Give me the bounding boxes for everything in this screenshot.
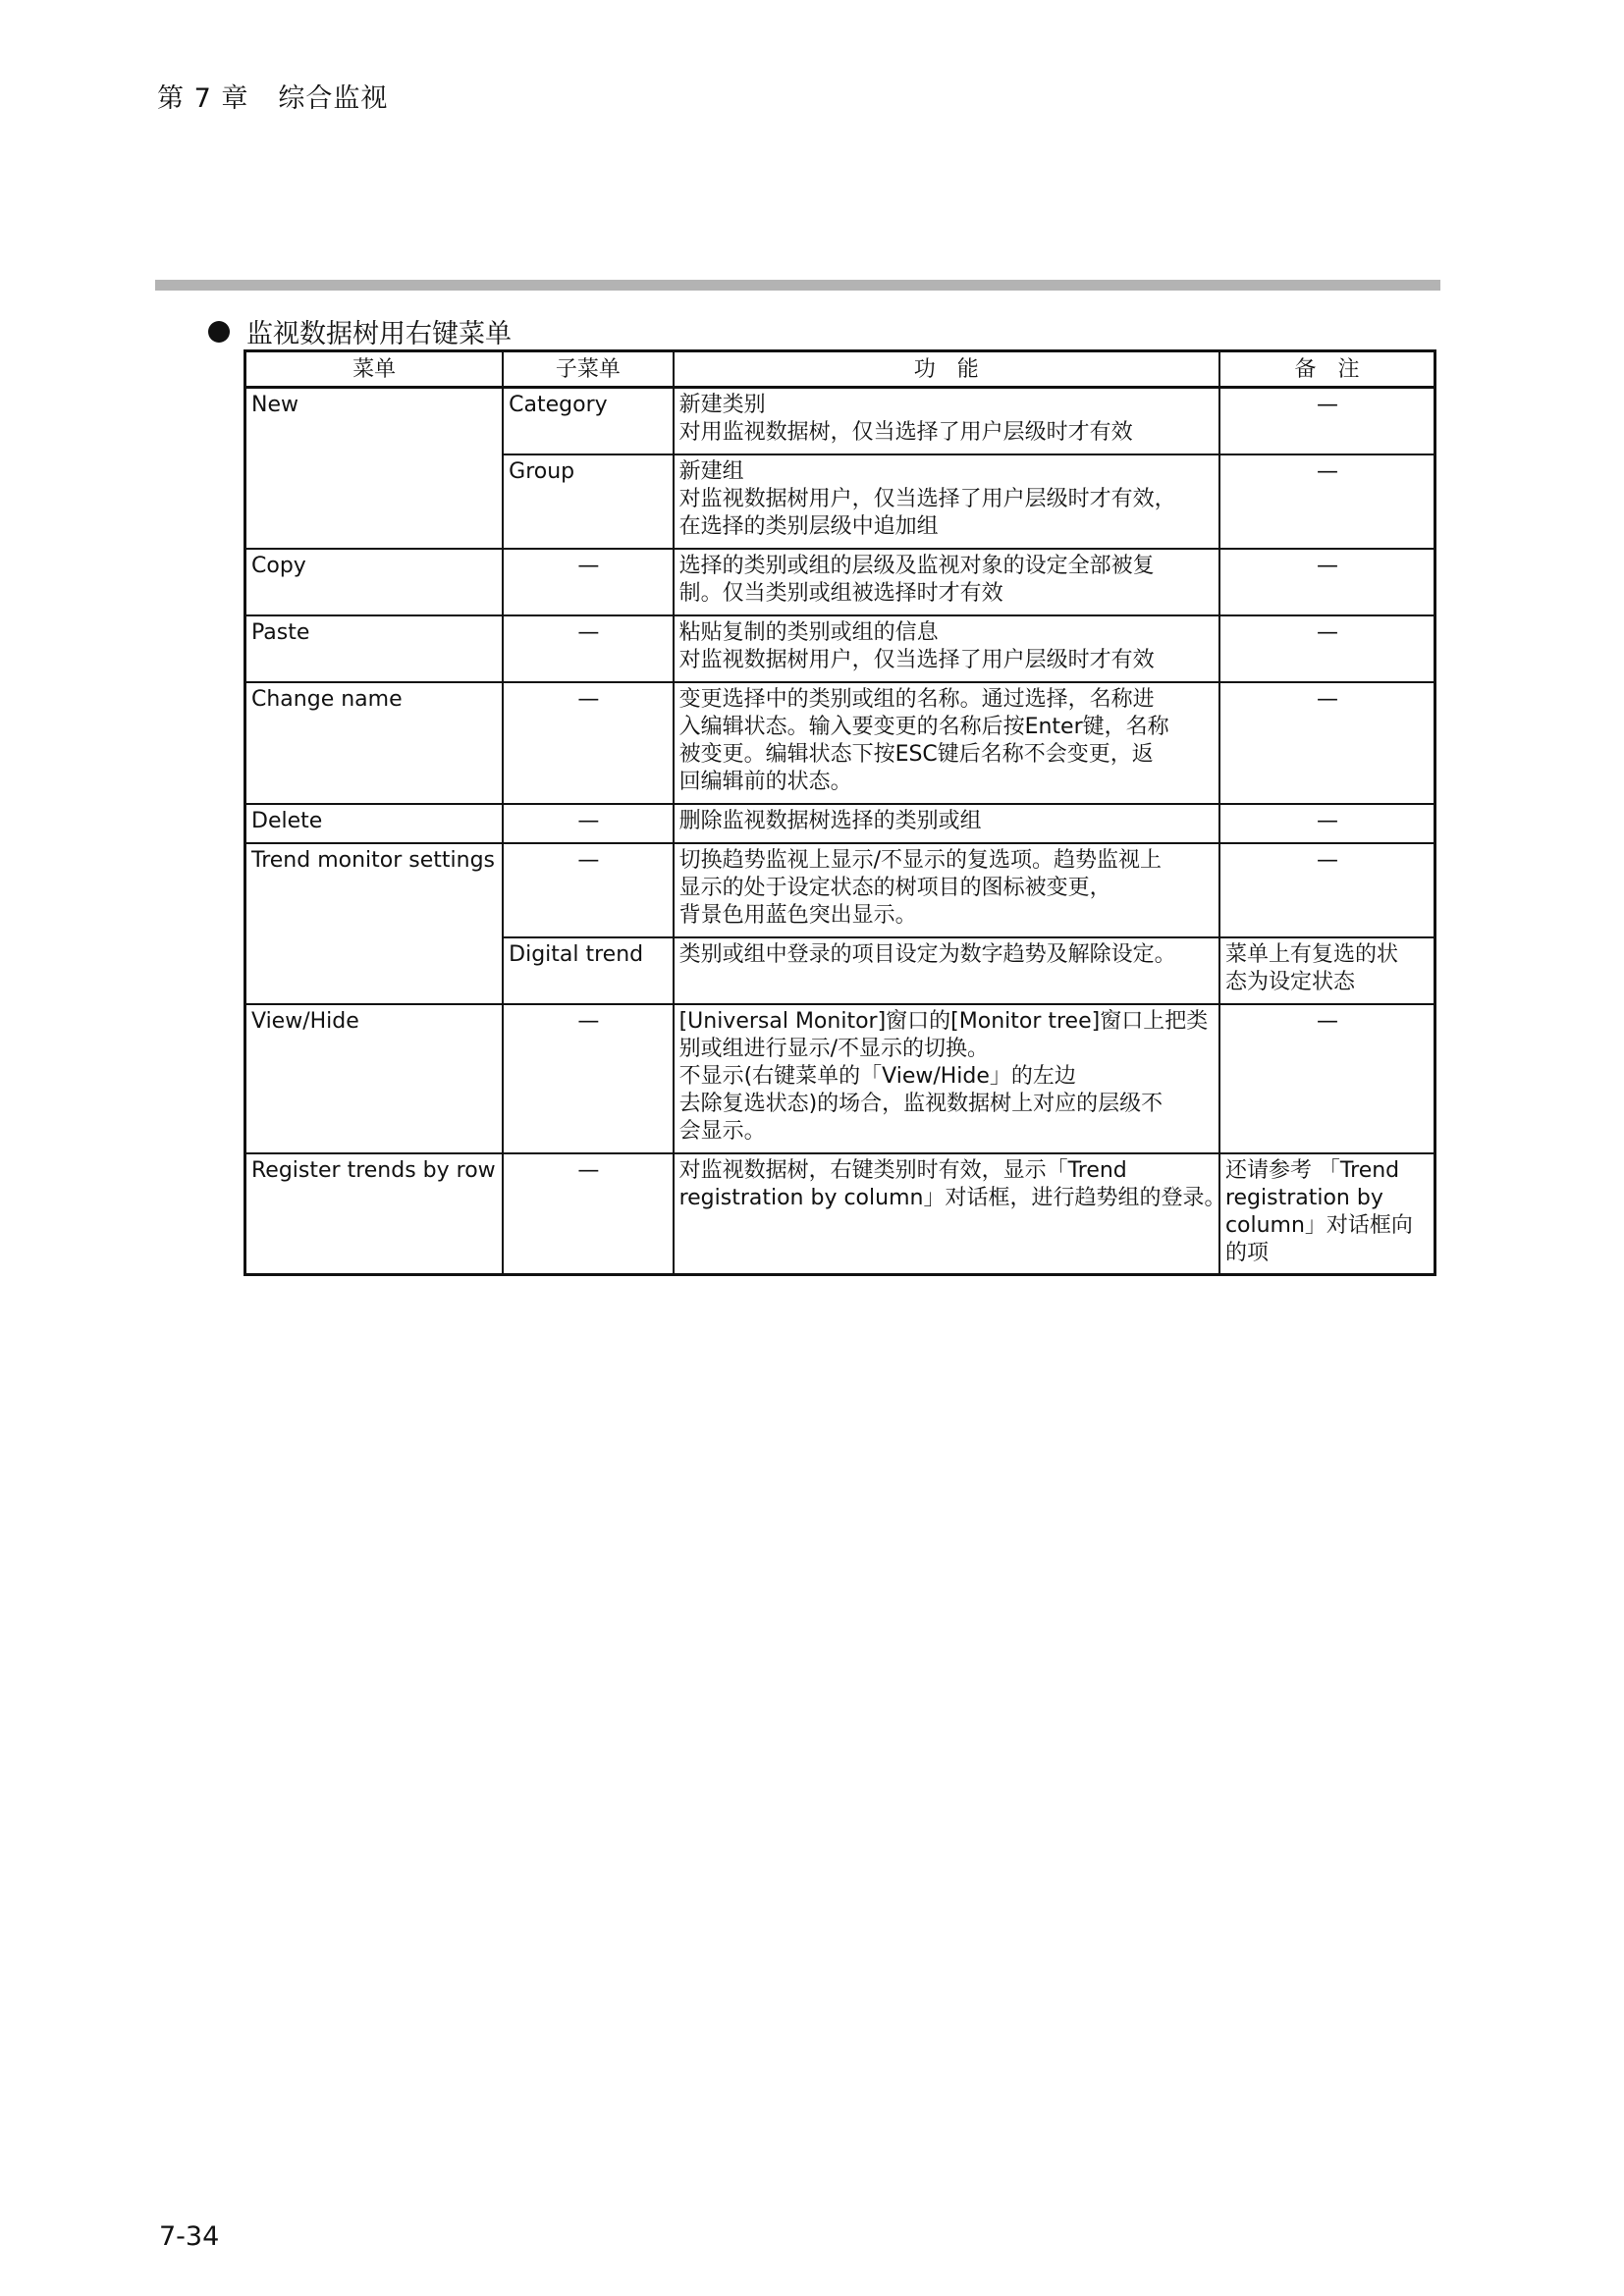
function-cell: [Universal Monitor]窗口的[Monitor tree]窗口上把类 别或组进行显示/不显示的切换。 不显示(右键菜单的「View/Hide」的左边 去除复选状态)的场合，监视数据树上对应的层级不 会显示。 (674, 1004, 1219, 1153)
note-cell: — (1219, 804, 1435, 843)
function-cell: 选择的类别或组的层级及监视对象的设定全部被复 制。仅当类别或组被选择时才有效 (674, 549, 1219, 615)
submenu-cell: — (503, 1153, 673, 1275)
note-cell: — (1219, 549, 1435, 615)
note-cell: — (1219, 682, 1435, 804)
section-title: 监视数据树用右键菜单 (246, 319, 512, 349)
menu-cell-trend-monitor-settings: Trend monitor settings (245, 843, 504, 1004)
chapter-header (157, 77, 388, 115)
function-cell: 新建类别 对用监视数据树，仅当选择了用户层级时才有效 (674, 388, 1219, 454)
submenu-cell: — (503, 804, 673, 843)
chapter-number: 第 7 章 (157, 83, 249, 114)
menu-cell-copy: Copy (245, 549, 504, 615)
header-menu: 菜单 (245, 351, 504, 388)
section-divider (155, 280, 1440, 291)
menu-cell-delete: Delete (245, 804, 504, 843)
note-cell: — (1219, 388, 1435, 454)
table-header-row (245, 351, 1435, 388)
function-cell: 粘贴复制的类别或组的信息 对监视数据树用户，仅当选择了用户层级时才有效 (674, 615, 1219, 682)
menu-cell-view-hide: View/Hide (245, 1004, 504, 1153)
submenu-cell: — (503, 682, 673, 804)
function-cell: 对监视数据树，右键类别时有效，显示「Trend registration by column」对话框，进行趋势组的登录。 (674, 1153, 1219, 1275)
function-cell: 类别或组中登录的项目设定为数字趋势及解除设定。 (674, 937, 1219, 1004)
table-row (245, 388, 1435, 454)
menu-cell-change-name: Change name (245, 682, 504, 804)
header-submenu: 子菜单 (503, 351, 673, 388)
function-cell: 删除监视数据树选择的类别或组 (674, 804, 1219, 843)
context-menu-table (244, 349, 1436, 1276)
submenu-cell: — (503, 1004, 673, 1153)
table-row (245, 1004, 1435, 1153)
note-cell: — (1219, 1004, 1435, 1153)
function-cell: 新建组 对监视数据树用户，仅当选择了用户层级时才有效， 在选择的类别层级中追加组 (674, 454, 1219, 549)
function-cell: 切换趋势监视上显示/不显示的复选项。趋势监视上 显示的处于设定状态的树项目的图标被变更， 背景色用蓝色突出显示。 (674, 843, 1219, 937)
page-number: 7-34 (159, 2221, 220, 2252)
menu-cell-new: New (245, 388, 504, 549)
submenu-cell: — (503, 843, 673, 937)
section-heading (208, 312, 512, 350)
note-cell: — (1219, 843, 1435, 937)
chapter-title: 综合监视 (278, 83, 389, 114)
menu-cell-paste: Paste (245, 615, 504, 682)
header-function: 功 能 (674, 351, 1219, 388)
table-row (245, 804, 1435, 843)
menu-cell-register-trends-by-row: Register trends by row (245, 1153, 504, 1275)
header-note: 备 注 (1219, 351, 1435, 388)
table-row (245, 1153, 1435, 1275)
submenu-cell: Group (503, 454, 673, 549)
note-cell: 还请参考 「Trend registration by column」对话框向 的项 (1219, 1153, 1435, 1275)
submenu-cell: Digital trend (503, 937, 673, 1004)
bullet-icon (208, 321, 230, 343)
table-row (245, 615, 1435, 682)
function-cell: 变更选择中的类别或组的名称。通过选择，名称进 入编辑状态。输入要变更的名称后按Enter键，名称 被变更。编辑状态下按ESC键后名称不会变更，返 回编辑前的状态。 (674, 682, 1219, 804)
table-row (245, 682, 1435, 804)
table-row (245, 843, 1435, 937)
note-cell: — (1219, 615, 1435, 682)
table-row (245, 549, 1435, 615)
submenu-cell: — (503, 615, 673, 682)
submenu-cell: Category (503, 388, 673, 454)
note-cell: 菜单上有复选的状 态为设定状态 (1219, 937, 1435, 1004)
note-cell: — (1219, 454, 1435, 549)
submenu-cell: — (503, 549, 673, 615)
